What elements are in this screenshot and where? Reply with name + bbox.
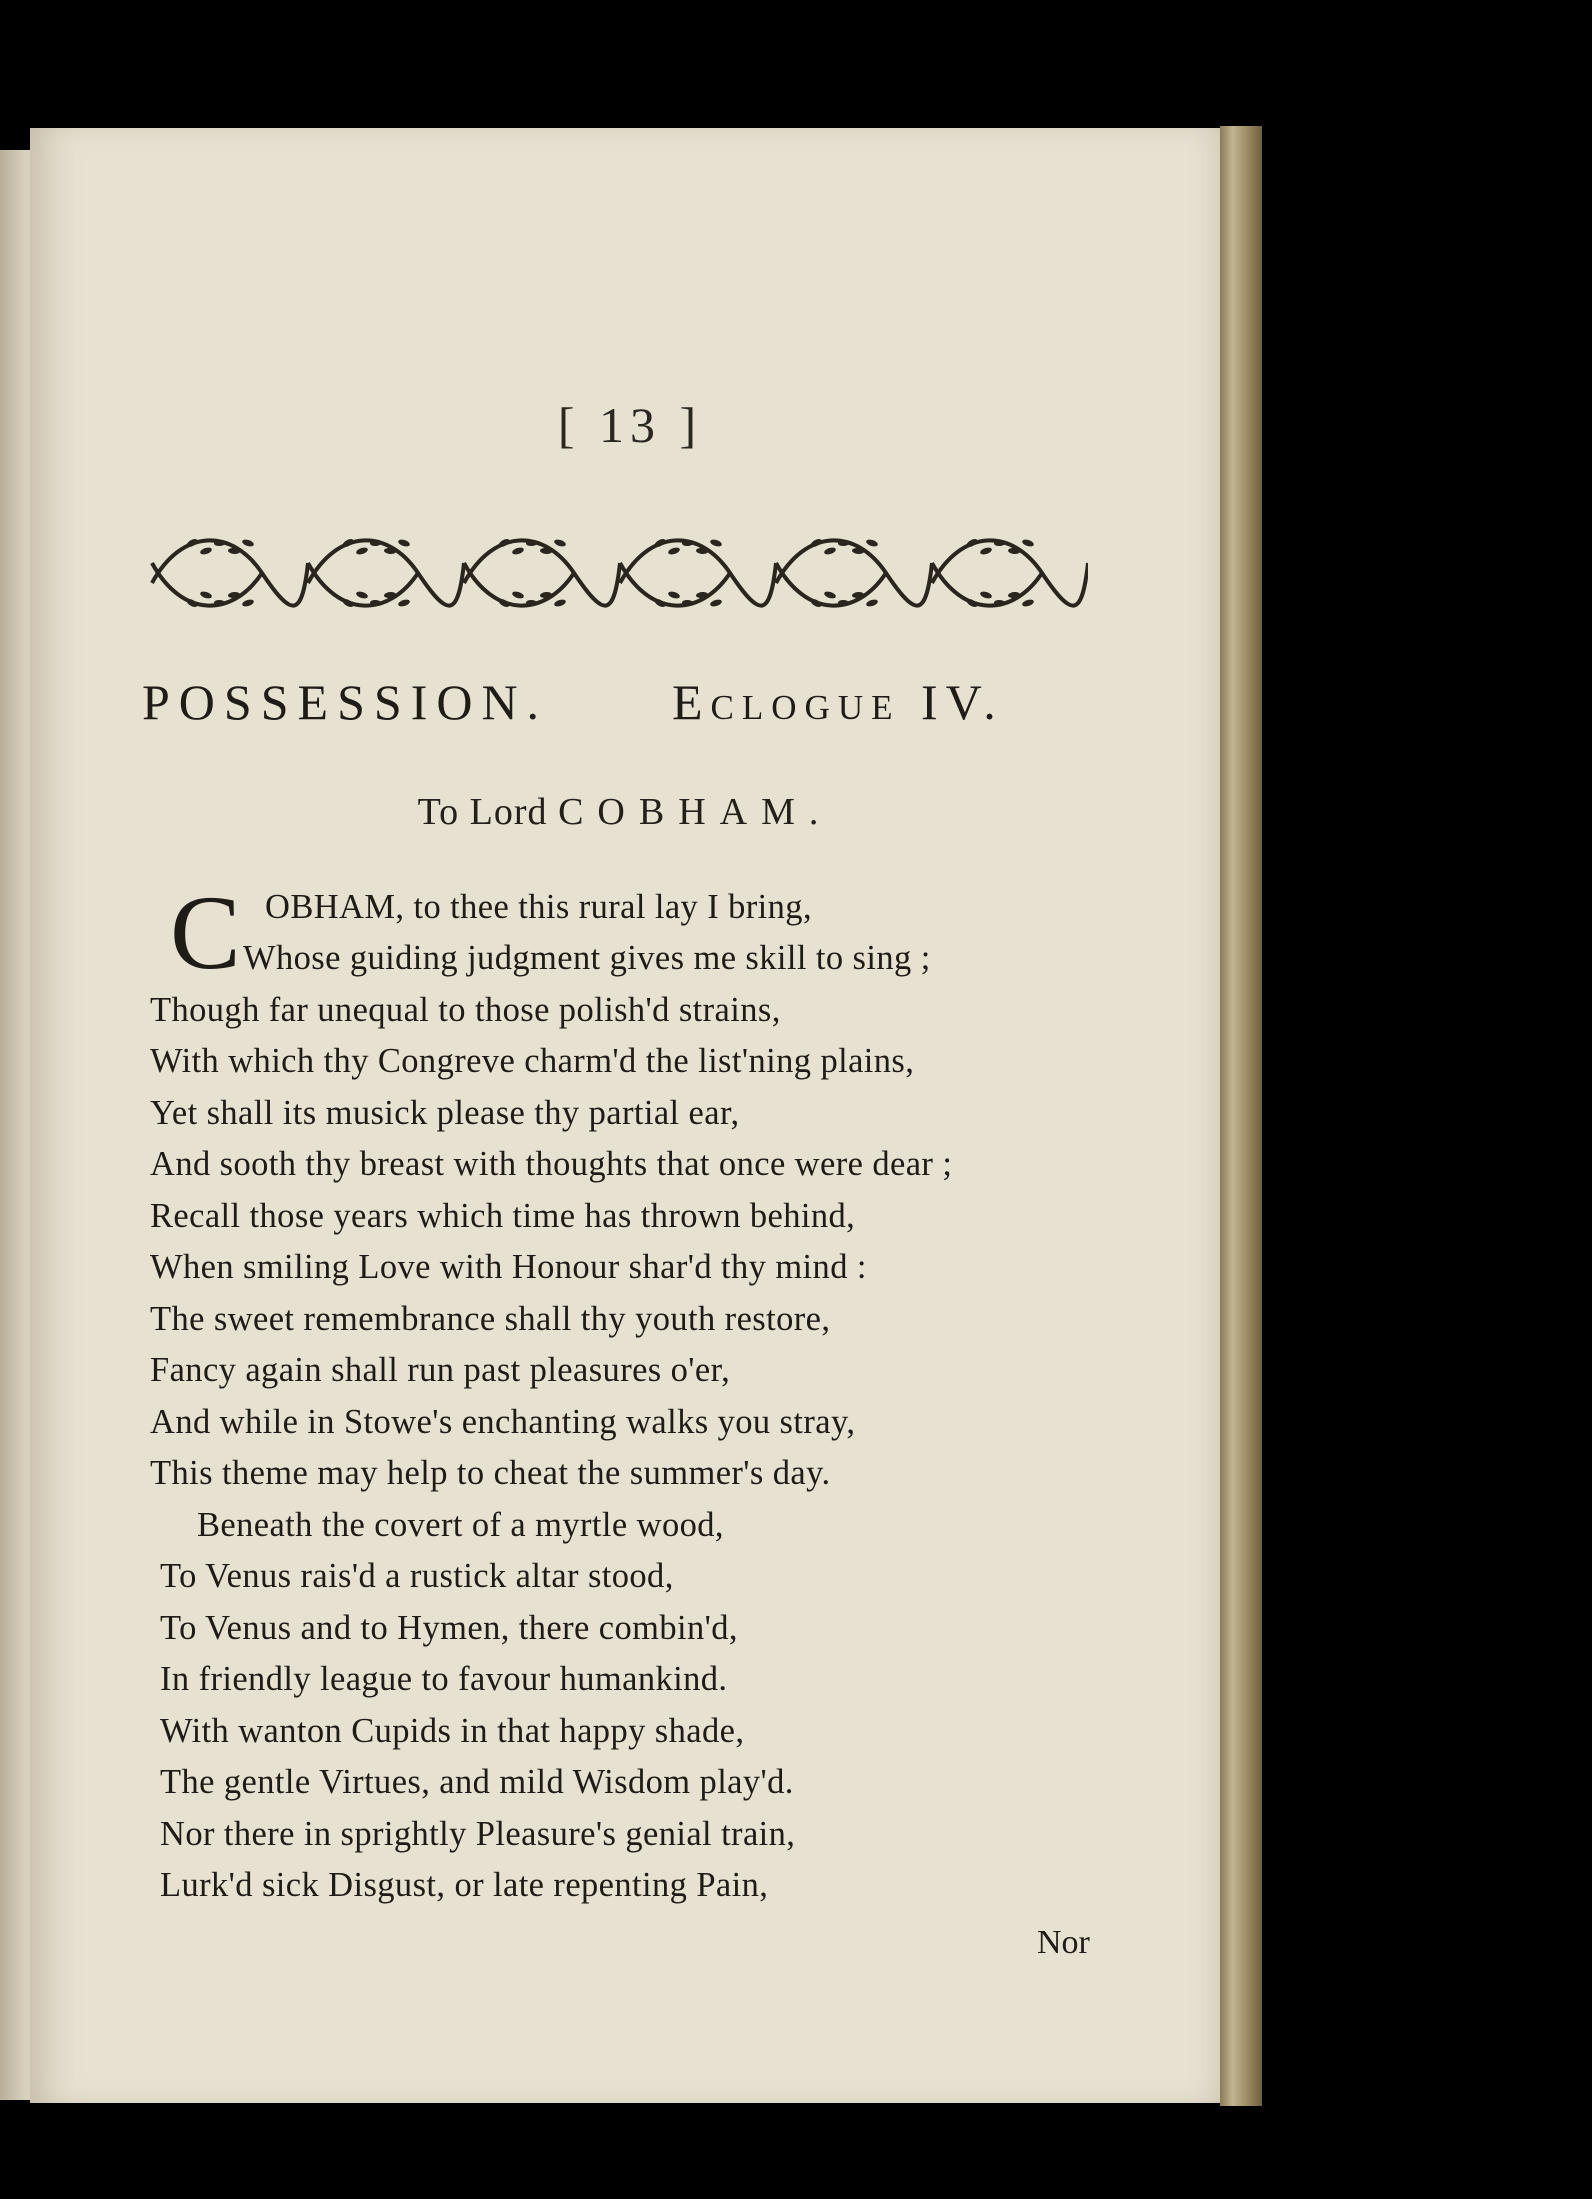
page-edges	[1220, 126, 1262, 2106]
catchword: Nor	[1037, 1924, 1090, 1961]
poem-line: Yet shall its musick please thy partial ear,	[150, 1094, 740, 1132]
dedication-name: COBHAM.	[558, 791, 833, 833]
book-page	[30, 128, 1220, 2103]
poem-line: The gentle Virtues, and mild Wisdom play'd.	[160, 1763, 794, 1801]
page-number: [ 13 ]	[557, 397, 703, 453]
poem-line: Beneath the covert of a myrtle wood,	[197, 1506, 724, 1544]
drop-capital: C	[170, 874, 241, 991]
dedication	[30, 790, 1220, 834]
title-main: POSSESSION.	[142, 674, 549, 730]
dedication-to: To Lord	[417, 791, 548, 833]
poem-line: Lurk'd sick Disgust, or late repenting Pain,	[160, 1866, 769, 1904]
printers-ornament-band	[148, 523, 1088, 623]
poem-line: Whose guiding judgment gives me skill to sing ;	[243, 939, 931, 977]
poem-line: And while in Stowe's enchanting walks you stray,	[150, 1403, 856, 1441]
poem-line: With wanton Cupids in that happy shade,	[160, 1712, 745, 1750]
poem-line: When smiling Love with Honour shar'd thy mind :	[150, 1248, 867, 1286]
poem-line: To Venus rais'd a rustick altar stood,	[160, 1557, 674, 1595]
poem-line: Nor there in sprightly Pleasure's genial train,	[160, 1815, 796, 1853]
poem-line: This theme may help to cheat the summer's day.	[150, 1454, 831, 1492]
title-eclogue: Eclogue IV.	[672, 674, 1004, 730]
poem-line: With which thy Congreve charm'd the list'ning plains,	[150, 1042, 915, 1080]
poem-line: Fancy again shall run past pleasures o'er,	[150, 1351, 731, 1389]
poem-line: Though far unequal to those polish'd strains,	[150, 991, 781, 1029]
poem-title	[142, 673, 1092, 731]
poem-line: In friendly league to favour humankind.	[160, 1660, 728, 1698]
poem-line: OBHAM, to thee this rural lay I bring,	[265, 888, 812, 926]
poem-line: Recall those years which time has thrown behind,	[150, 1197, 856, 1235]
poem-line: And sooth thy breast with thoughts that once were dear ;	[150, 1145, 953, 1183]
poem-line: To Venus and to Hymen, there combin'd,	[160, 1609, 738, 1647]
poem-line: The sweet remembrance shall thy youth restore,	[150, 1300, 831, 1338]
